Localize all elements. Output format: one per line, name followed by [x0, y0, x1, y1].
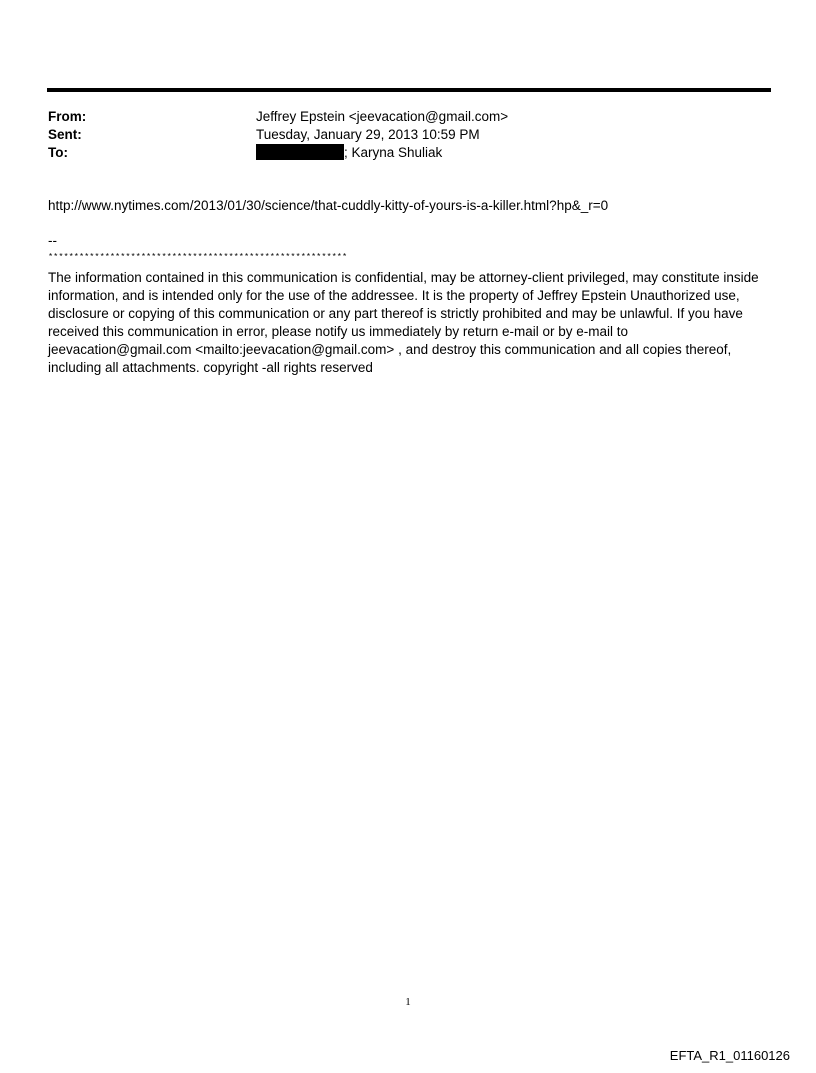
to-value [256, 144, 768, 162]
page-number: 1 [405, 996, 411, 1008]
to-recipient-text: ; Karyna Shuliak [344, 145, 443, 160]
signature-separator: -- [48, 233, 57, 248]
sent-value: Tuesday, January 29, 2013 10:59 PM [256, 127, 480, 142]
to-row [48, 144, 768, 162]
sent-label: Sent: [48, 127, 82, 142]
sent-row [48, 126, 768, 144]
from-label: From: [48, 109, 87, 124]
document-id: EFTA_R1_01160126 [669, 1048, 790, 1063]
to-label: To: [48, 145, 68, 160]
from-value: Jeffrey Epstein <jeevacation@gmail.com> [256, 109, 509, 124]
from-row [48, 108, 768, 126]
article-link[interactable]: http://www.nytimes.com/2013/01/30/science/that-cuddly-kitty-of-yours-is-a-killer.html?hp&_r=0 [48, 198, 609, 213]
asterisk-divider: ********************************************************** [48, 252, 348, 262]
confidentiality-disclaimer: The information contained in this communication is confidential, may be attorney-client privileged, may constitute inside information, and is intended only for the use of the addressee. It is the property of Jeffrey Epstein Unauthorized use, disclosure or copying of this communication or any part thereof is strictly prohibited and may be unlawful. If you have received this communication in error, please notify us immediately by return e-mail or by e-mail to jeevacation@gmail.com <mailto:jeevacation@gmail.com> , and destroy this communication and all copies thereof, including all attachments. copyright -all rights reserved [48, 270, 759, 375]
header-divider [47, 88, 771, 92]
redaction-block [256, 144, 344, 160]
email-header [48, 108, 768, 162]
